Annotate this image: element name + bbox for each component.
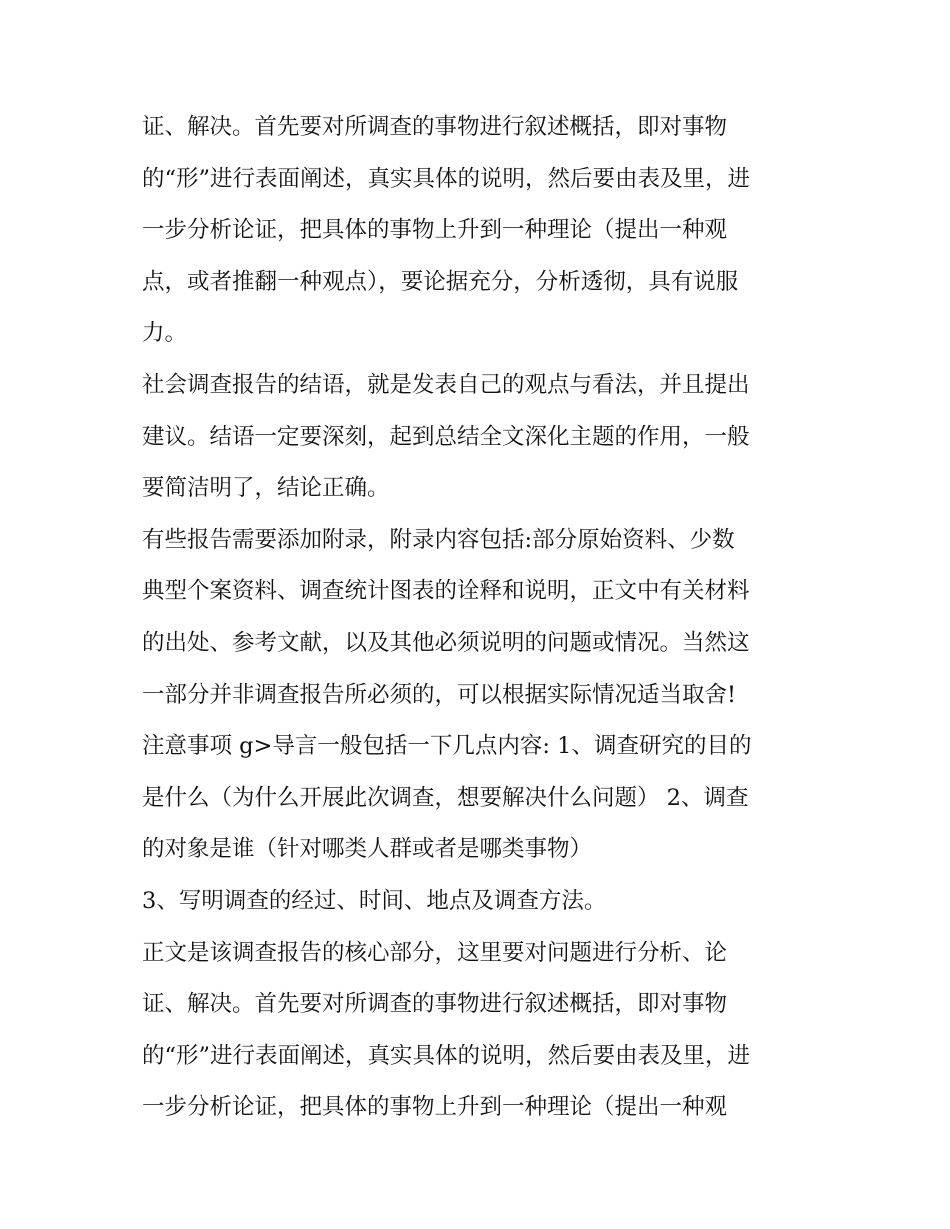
text-line: 的“形”进行表面阐述，真实具体的说明，然后要由表及里，进: [142, 165, 751, 192]
document-body: [142, 102, 817, 1134]
text-line: 证、解决。首先要对所调查的事物进行叙述概括，即对事物: [142, 114, 728, 140]
text-line: 要简洁明了，结论正确。: [142, 475, 390, 502]
text-line: 正文是该调查报告的核心部分，这里要对问题进行分析、论: [142, 939, 728, 966]
text-line: 点，或者推翻一种观点），要论据充分，分析透彻，具有说服: [142, 268, 739, 295]
text-line: 社会调查报告的结语，就是发表自己的观点与看法，并且提出: [142, 371, 750, 398]
text-line: 典型个案资料、调查统计图表的诠释和说明，正文中有关材料: [142, 578, 750, 605]
text-line: 力。: [142, 320, 188, 347]
text-line: 一部分并非调查报告所必须的，可以根据实际情况适当取舍!: [142, 681, 737, 708]
text-line: 有些报告需要添加附录，附录内容包括:部分原始资料、少数: [142, 526, 735, 553]
text-line: 3、写明调查的经过、时间、地点及调查方法。: [142, 887, 607, 914]
text-line: 注意事项 g>导言一般包括一下几点内容: 1、调查研究的目的: [142, 733, 752, 760]
text-line: 一步分析论证，把具体的事物上升到一种理论（提出一种观: [142, 217, 728, 244]
text-line: 的对象是谁（针对哪类人群或者是哪类事物）: [142, 836, 593, 863]
text-line: 的出处、参考文献，以及其他必须说明的问题或情况。当然这: [142, 629, 750, 656]
text-line: 证、解决。首先要对所调查的事物进行叙述概括，即对事物: [142, 991, 728, 1018]
text-line: 的“形”进行表面阐述，真实具体的说明，然后要由表及里，进: [142, 1042, 751, 1069]
text-line: 是什么（为什么开展此次调查，想要解决什么问题） 2、调查: [142, 784, 749, 811]
text-line: 建议。结语一定要深刻，起到总结全文深化主题的作用，一般: [142, 423, 750, 450]
text-line: 一步分析论证，把具体的事物上升到一种理论（提出一种观: [142, 1094, 728, 1121]
